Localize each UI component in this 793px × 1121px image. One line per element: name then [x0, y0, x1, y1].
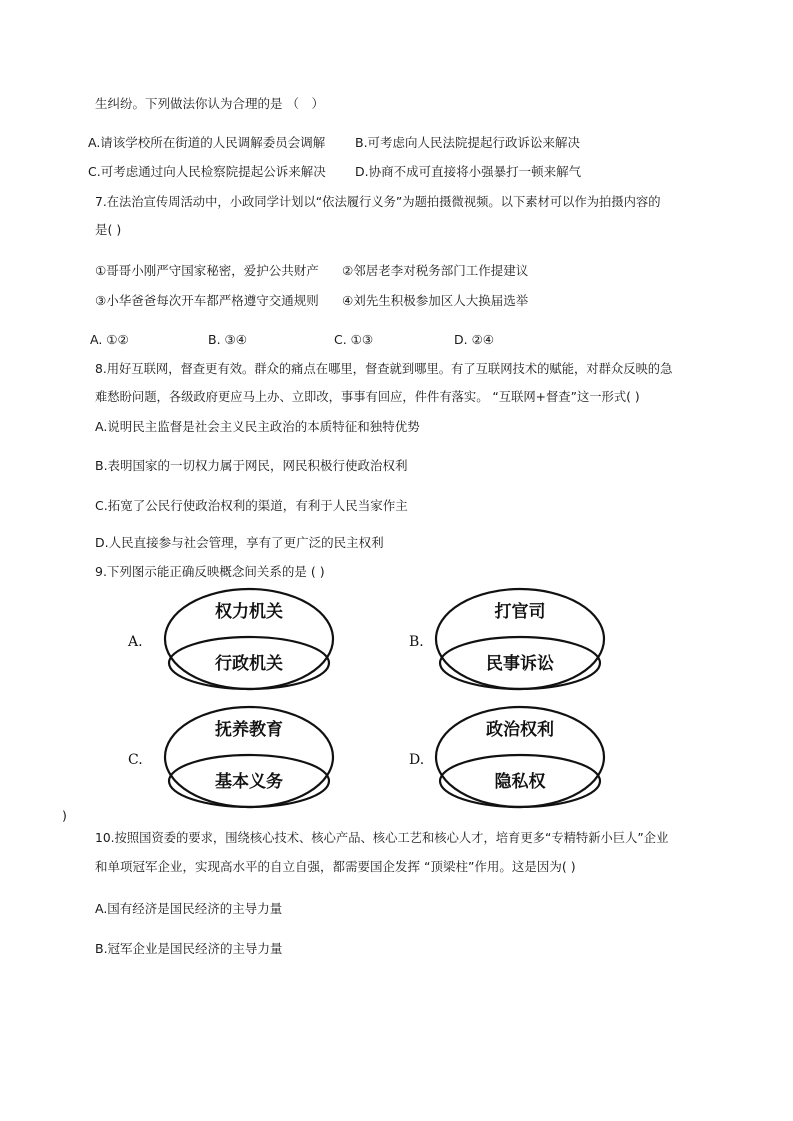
- q6-option-b: B.可考虑向人民法院提起行政诉讼来解决: [355, 135, 581, 150]
- diagram-c-letter: C.: [128, 752, 143, 768]
- diagram-c: [128, 707, 333, 807]
- q8-option-c: C.拓宽了公民行使政治权利的渠道，有利于人民当家作主: [95, 498, 408, 513]
- q8-option-b: B.表明国家的一切权力属于网民，网民积极行使政治权利: [95, 458, 408, 473]
- diagram-d-letter: D.: [409, 752, 425, 768]
- q7-item-2: ②邻居老李对税务部门工作提建议: [342, 263, 529, 278]
- diagram-c-outer-label: 抚养教育: [215, 720, 283, 740]
- q7-item-3: ③小华爸爸每次开车都严格遵守交通规则: [95, 293, 319, 308]
- q7-item-4: ④刘先生积极参加区人大换届选举: [342, 293, 529, 308]
- q10-stem-line2: 和单项冠军企业，实现高水平的自立自强，都需要国企发挥 “顶梁柱”作用。这是因为( ): [95, 859, 576, 874]
- q6-option-a: A.请该学校所在街道的人民调解委员会调解: [88, 135, 326, 150]
- diagram-c-inner-label: 基本义务: [215, 772, 283, 792]
- diagram-a-inner-label: 行政机关: [215, 654, 283, 674]
- q7-item-1: ①哥哥小刚严守国家秘密，爱护公共财产: [95, 263, 319, 278]
- q8-option-a: A.说明民主监督是社会主义民主政治的本质特征和独特优势: [95, 419, 420, 434]
- diagram-d: [409, 707, 604, 807]
- q7-stem-line1: 7.在法治宣传周活动中，小政同学计划以“依法履行义务”为题拍摄微视频。以下素材可以作为拍摄内容的: [95, 195, 661, 209]
- q10-option-b: B.冠军企业是国民经济的主导力量: [95, 941, 283, 956]
- q9-concept-diagrams: [120, 583, 640, 815]
- q7-option-c: C. ①③: [334, 332, 374, 347]
- diagram-b-inner-label: 民事诉讼: [486, 654, 554, 674]
- q7-option-d: D. ②④: [454, 332, 494, 347]
- q6-stem-tail: 生纠纷。下列做法你认为合理的是 （ ）: [95, 96, 324, 111]
- q6-option-c: C.可考虑通过向人民检察院提起公诉来解决: [88, 164, 326, 179]
- stray-parenthesis: ): [62, 808, 67, 823]
- q9-stem: 9.下列图示能正确反映概念间关系的是 ( ): [95, 564, 325, 579]
- diagram-b: [409, 589, 604, 689]
- q6-option-d: D.协商不成可直接将小强暴打一顿来解气: [355, 164, 582, 179]
- diagram-d-outer-label: 政治权利: [486, 720, 554, 740]
- diagram-b-letter: B.: [409, 634, 424, 650]
- diagram-a-letter: A.: [128, 634, 143, 650]
- diagram-a-outer-label: 权力机关: [215, 602, 283, 622]
- q10-stem-line1: 10.按照国资委的要求，围绕核心技术、核心产品、核心工艺和核心人才，培育更多“专精特新小巨人”企业: [95, 831, 669, 845]
- q8-stem-line2: 难愁盼问题，各级政府更应马上办、立即改，事事有回应，件件有落实。 “互联网+督查”这一形式( ): [95, 390, 640, 404]
- q7-option-b: B. ③④: [208, 332, 247, 347]
- diagram-d-inner-label: 隐私权: [494, 772, 546, 792]
- q7-option-a: A. ①②: [90, 332, 129, 347]
- q8-option-d: D.人民直接参与社会管理，享有了更广泛的民主权利: [95, 535, 384, 550]
- q10-option-a: A.国有经济是国民经济的主导力量: [95, 901, 283, 916]
- q7-stem-line2: 是( ): [95, 222, 122, 237]
- diagram-b-outer-label: 打官司: [494, 602, 546, 622]
- diagram-a: [127, 589, 333, 689]
- q8-stem-line1: 8.用好互联网，督查更有效。群众的痛点在哪里，督查就到哪里。有了互联网技术的赋能，对群众反映的急: [95, 362, 673, 376]
